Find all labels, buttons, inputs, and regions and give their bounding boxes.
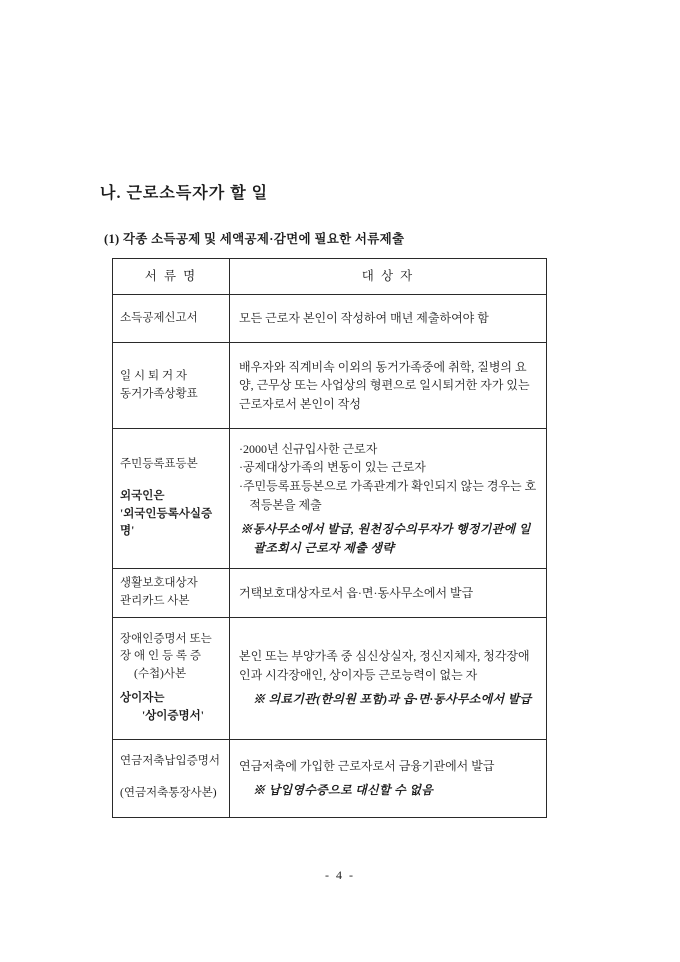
documents-table [112, 258, 547, 818]
doc-cell [113, 429, 230, 569]
doc-line: 연금저축납입증명서 [120, 755, 220, 768]
header-doc-name: 서 류 명 [113, 259, 230, 295]
target-note-line: ※ 납입영수증으로 대신할 수 없음 [253, 783, 434, 798]
table-row [113, 617, 547, 739]
doc-line: (연금저축통장사본) [120, 787, 217, 800]
doc-cell [113, 569, 230, 618]
table-row [113, 429, 547, 569]
doc-cell [113, 617, 230, 739]
target-line: 배우자와 직계비속 이외의 동거가족중에 취학, 질병의 요양, 근무상 또는 사업상의 형편으로 일시퇴거한 자가 있는 근로자로서 본인이 작성 [239, 359, 530, 411]
doc-line: 외국인은 [120, 489, 165, 502]
doc-line: 상이자는 [120, 692, 165, 705]
target-line: ·2000년 신규입사한 근로자 [239, 441, 378, 456]
doc-line: '외국인등록사실증명' [120, 507, 213, 538]
table-header-row [113, 259, 547, 295]
doc-line: 장애인증명서 또는 [120, 632, 212, 645]
doc-line: 동거가족상황표 [120, 387, 198, 400]
table-row [113, 739, 547, 817]
doc-cell [113, 343, 230, 429]
target-line: 연금저축에 가입한 근로자로서 금융기관에서 발급 [239, 758, 495, 773]
doc-line: '상이증명서' [142, 709, 204, 722]
subsection-title: (1) 각종 소득공제 및 세액공제·감면에 필요한 서류제출 [104, 232, 405, 246]
table-row [113, 569, 547, 618]
target-cell [230, 569, 547, 618]
target-cell [230, 429, 547, 569]
section-heading: 나. 근로소득자가 할 일 [100, 185, 269, 202]
target-note-line: ※ 의료기관(한의원 포함)과 읍·면·동사무소에서 발급 [253, 692, 532, 707]
doc-line: (수첩)사본 [134, 668, 187, 681]
target-line: 거택보호대상자로서 읍·면·동사무소에서 발급 [239, 585, 474, 600]
target-cell [230, 739, 547, 817]
doc-line: 일 시 퇴 거 자 [120, 369, 188, 382]
doc-line: 장 애 인 등 록 증 [120, 650, 202, 663]
target-line: 본인 또는 부양가족 중 심신상실자, 정신지체자, 청각장애인과 시각장애인, 상이자등 근로능력이 없는 자 [239, 649, 530, 682]
doc-cell [113, 295, 230, 343]
target-note-line: ※동사무소에서 발급, 원천징수의무자가 행정기관에 일괄조회시 근로자 제출 생략 [240, 522, 531, 555]
header-target: 대 상 자 [230, 259, 547, 295]
doc-line: 생활보호대상자 [120, 577, 198, 589]
target-line: 모든 근로자 본인이 작성하여 매년 제출하여야 함 [239, 311, 489, 326]
doc-line: 소득공제신고서 [120, 311, 198, 324]
target-cell [230, 343, 547, 429]
target-cell [230, 295, 547, 343]
target-cell [230, 617, 547, 739]
doc-line: 주민등록표등본 [120, 457, 198, 470]
page-number: - 4 - [325, 868, 355, 882]
table-row [113, 295, 547, 343]
table-row [113, 343, 547, 429]
doc-line: 관리카드 사본 [120, 594, 190, 607]
target-line: ·공제대상가족의 변동이 있는 근로자 [239, 460, 426, 475]
doc-cell [113, 739, 230, 817]
target-line: ·주민등록표등본으로 가족관계가 확인되지 않는 경우는 호적등본을 제출 [239, 478, 537, 512]
